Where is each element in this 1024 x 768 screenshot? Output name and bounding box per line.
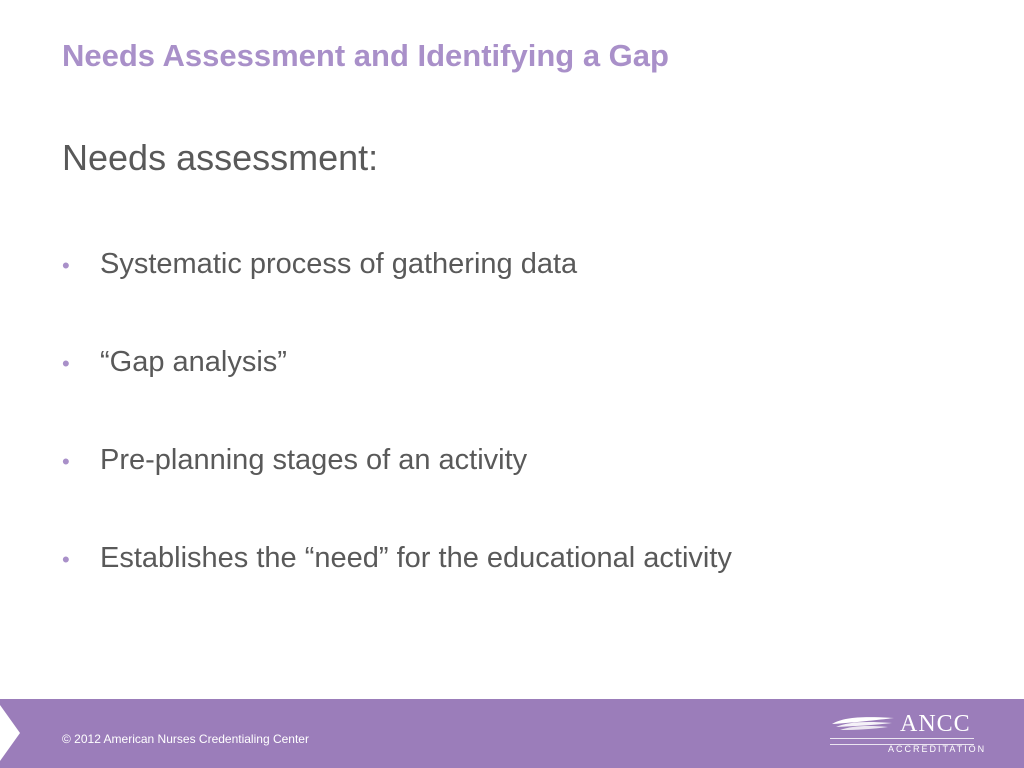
laurel-wings-icon [830,715,896,733]
logo-name: ANCC [900,711,971,737]
footer-band [0,699,1024,768]
bullet-text: Systematic process of gathering data [100,248,578,280]
bullet-text: Establishes the “need” for the educational activity [100,542,732,574]
bullet-icon: • [62,253,70,278]
bullet-icon: • [62,547,70,572]
copyright-text: © 2012 American Nurses Credentialing Center [62,732,309,746]
ancc-logo [830,711,987,759]
bullet-icon: • [62,449,70,474]
footer-notch [0,705,20,761]
slide-subtitle: Needs assessment: [62,137,379,178]
bullet-text: Pre-planning stages of an activity [100,444,528,476]
slide-title: Needs Assessment and Identifying a Gap [62,38,669,73]
bullet-icon: • [62,351,70,376]
logo-tagline: ACCREDITATION [888,744,987,754]
bullet-text: “Gap analysis” [100,346,287,378]
